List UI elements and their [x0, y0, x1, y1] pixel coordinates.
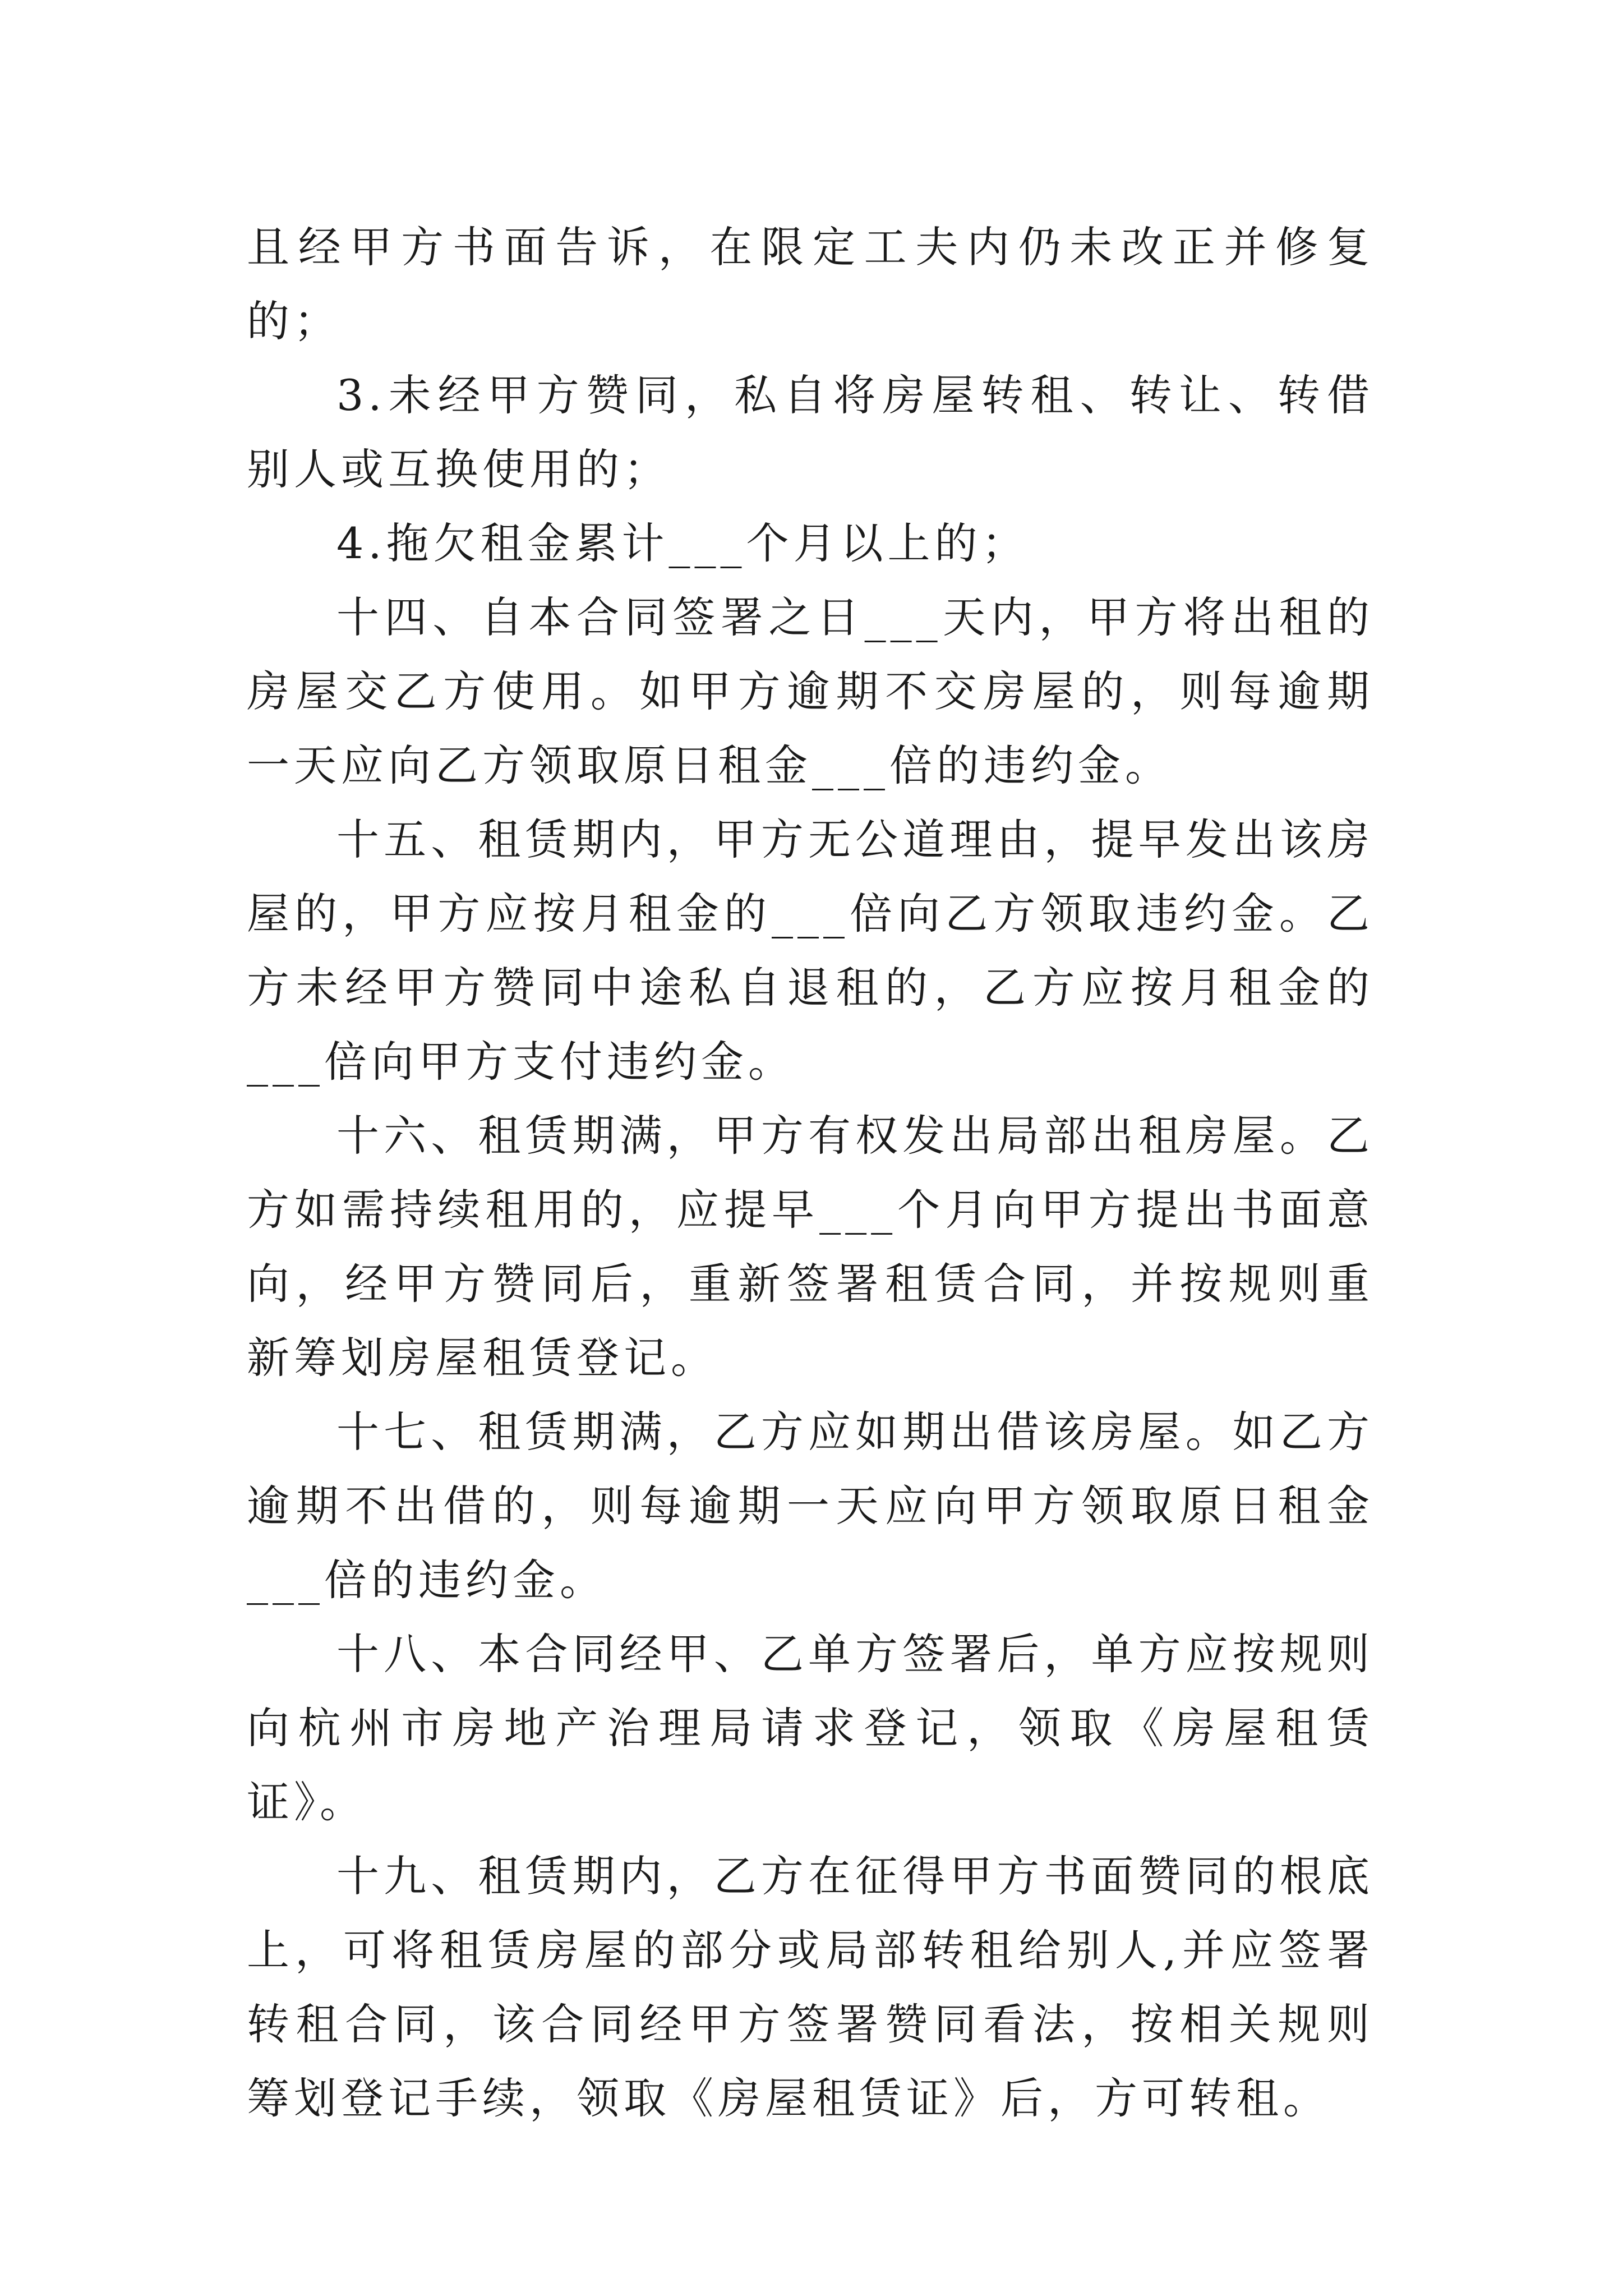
paragraph-clause-3: 3.未经甲方赞同，私自将房屋转租、转让、转借别人或互换使用的； — [247, 370, 1374, 494]
paragraph-article-19: 十九、租赁期内，乙方在征得甲方书面赞同的根底上，可将租赁房屋的部分或局部转租给别人,并应签署转租合同，该合同经甲方签署赞同看法，按相关规则筹划登记手续，领取《房屋租赁证》后，方可转租。 — [247, 1851, 1374, 2123]
paragraph-article-18: 十八、本合同经甲、乙单方签署后，单方应按规则向杭州市房地产治理局请求登记，领取《房屋租赁证》。 — [247, 1629, 1374, 1827]
paragraph-continuation: 且经甲方书面告诉，在限定工夫内仍未改正并修复的； — [247, 222, 1374, 346]
document-body — [247, 210, 1374, 2136]
paragraph-article-16: 十六、租赁期满，甲方有权发出局部出租房屋。乙方如需持续租用的，应提早___个月向甲方提出书面意向，经甲方赞同后，重新签署租赁合同，并按规则重新筹划房屋租赁登记。 — [247, 1111, 1374, 1383]
paragraph-article-15: 十五、租赁期内，甲方无公道理由，提早发出该房屋的，甲方应按月租金的___倍向乙方领取违约金。乙方未经甲方赞同中途私自退租的，乙方应按月租金的___倍向甲方支付违约金。 — [247, 815, 1374, 1087]
paragraph-article-17: 十七、租赁期满，乙方应如期出借该房屋。如乙方逾期不出借的，则每逾期一天应向甲方领取原日租金___倍的违约金。 — [247, 1407, 1374, 1605]
paragraph-clause-4: 4.拖欠租金累计___个月以上的； — [336, 518, 1029, 568]
paragraph-article-14: 十四、自本合同签署之日___天内，甲方将出租的房屋交乙方使用。如甲方逾期不交房屋的，则每逾期一天应向乙方领取原日租金___倍的违约金。 — [247, 592, 1374, 790]
